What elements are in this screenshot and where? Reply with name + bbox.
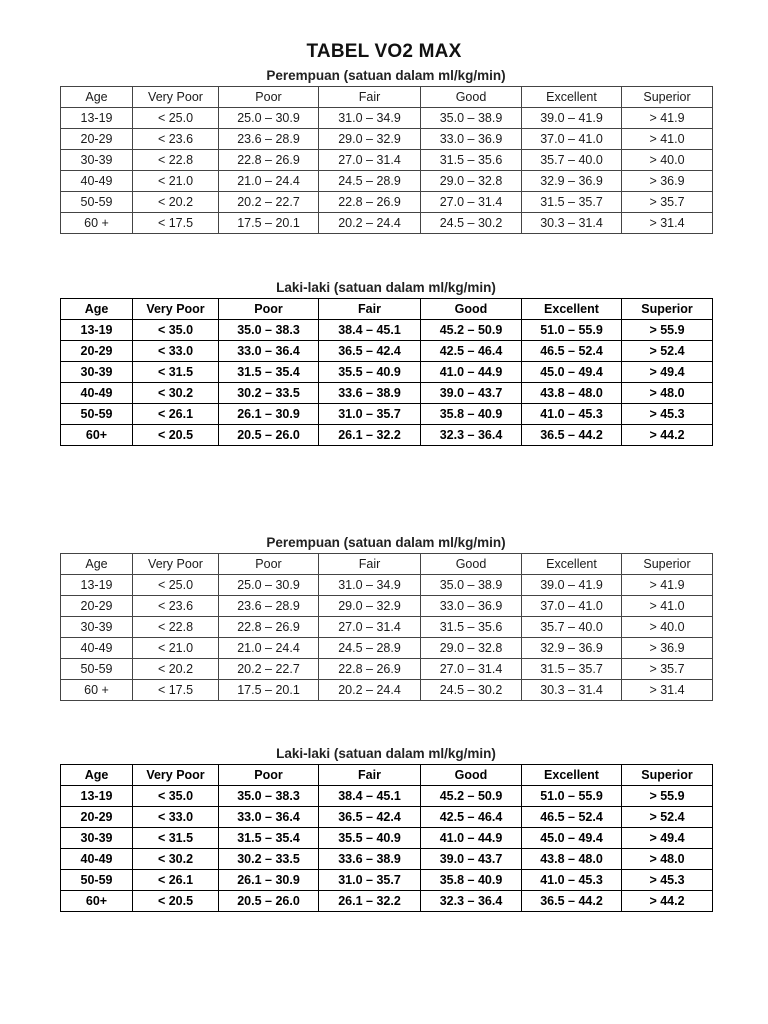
column-header: Age	[61, 87, 133, 108]
table-cell: < 20.5	[133, 425, 219, 446]
table-cell: < 35.0	[133, 320, 219, 341]
table-cell: > 35.7	[622, 192, 713, 213]
table-cell: 31.5 – 35.7	[522, 192, 622, 213]
table-cell: 40-49	[61, 638, 133, 659]
table-cell: 36.5 – 44.2	[522, 891, 622, 912]
table-cell: 27.0 – 31.4	[421, 192, 522, 213]
table-cell: > 41.9	[622, 108, 713, 129]
table-cell: 50-59	[61, 192, 133, 213]
table-cell: < 20.2	[133, 659, 219, 680]
table-cell: 21.0 – 24.4	[219, 171, 319, 192]
table-cell: > 31.4	[622, 213, 713, 234]
table-cell: 20.2 – 24.4	[319, 680, 421, 701]
table-cell: 20-29	[61, 596, 133, 617]
table-cell: 24.5 – 30.2	[421, 680, 522, 701]
table-cell: 27.0 – 31.4	[319, 617, 421, 638]
table-cell: > 48.0	[622, 383, 713, 404]
table-cell: 30-39	[61, 362, 133, 383]
table-row	[61, 362, 713, 383]
column-header: Good	[421, 765, 522, 786]
table-cell: > 36.9	[622, 171, 713, 192]
table-cell: 41.0 – 45.3	[522, 870, 622, 891]
table-row	[61, 617, 713, 638]
table-cell: 22.8 – 26.9	[319, 192, 421, 213]
table-cell: 37.0 – 41.0	[522, 129, 622, 150]
table-cell: 30.3 – 31.4	[522, 213, 622, 234]
table-cell: > 31.4	[622, 680, 713, 701]
table-cell: 60 +	[61, 680, 133, 701]
table-cell: 60 +	[61, 213, 133, 234]
table-cell: 51.0 – 55.9	[522, 320, 622, 341]
table-row	[61, 108, 713, 129]
table-cell: > 44.2	[622, 891, 713, 912]
table-row	[61, 575, 713, 596]
table-cell: 31.5 – 35.4	[219, 828, 319, 849]
table-cell: 24.5 – 28.9	[319, 171, 421, 192]
table-cell: > 35.7	[622, 659, 713, 680]
table-cell: > 36.9	[622, 638, 713, 659]
table-cell: > 41.0	[622, 129, 713, 150]
table-cell: 31.0 – 35.7	[319, 404, 421, 425]
table-cell: 37.0 – 41.0	[522, 596, 622, 617]
table-cell: > 41.9	[622, 575, 713, 596]
table-cell: 42.5 – 46.4	[421, 341, 522, 362]
table-cell: 39.0 – 41.9	[522, 575, 622, 596]
table-cell: 17.5 – 20.1	[219, 213, 319, 234]
table-cell: 31.0 – 34.9	[319, 575, 421, 596]
table-cell: 20-29	[61, 807, 133, 828]
table-cell: > 45.3	[622, 404, 713, 425]
table-cell: 36.5 – 42.4	[319, 341, 421, 362]
table-cell: 51.0 – 55.9	[522, 786, 622, 807]
table-cell: 33.6 – 38.9	[319, 383, 421, 404]
male-table-caption: Laki-laki (satuan dalam ml/kg/min)	[276, 280, 496, 295]
table-cell: 35.7 – 40.0	[522, 150, 622, 171]
table-cell: 26.1 – 32.2	[319, 891, 421, 912]
table-cell: 39.0 – 43.7	[421, 383, 522, 404]
table-cell: 22.8 – 26.9	[219, 617, 319, 638]
table-row	[61, 425, 713, 446]
table-header-row	[61, 765, 713, 786]
male-table-caption-2: Laki-laki (satuan dalam ml/kg/min)	[276, 746, 496, 761]
table-cell: < 31.5	[133, 362, 219, 383]
column-header: Superior	[622, 765, 713, 786]
table-cell: 24.5 – 30.2	[421, 213, 522, 234]
table-cell: 46.5 – 52.4	[522, 807, 622, 828]
table-cell: > 40.0	[622, 617, 713, 638]
table-cell: 60+	[61, 891, 133, 912]
table-cell: 35.8 – 40.9	[421, 870, 522, 891]
table-row	[61, 383, 713, 404]
table-cell: 30.2 – 33.5	[219, 849, 319, 870]
table-cell: 41.0 – 44.9	[421, 828, 522, 849]
table-cell: 31.0 – 34.9	[319, 108, 421, 129]
table-cell: 32.3 – 36.4	[421, 425, 522, 446]
table-cell: < 30.2	[133, 383, 219, 404]
table-cell: 29.0 – 32.8	[421, 638, 522, 659]
table-cell: 50-59	[61, 404, 133, 425]
table-cell: 26.1 – 30.9	[219, 404, 319, 425]
table-cell: 24.5 – 28.9	[319, 638, 421, 659]
table-cell: < 17.5	[133, 680, 219, 701]
table-cell: 30-39	[61, 617, 133, 638]
table-cell: 40-49	[61, 171, 133, 192]
table-header-row	[61, 554, 713, 575]
table-cell: 20.2 – 22.7	[219, 192, 319, 213]
table-cell: < 17.5	[133, 213, 219, 234]
table-row	[61, 870, 713, 891]
table-cell: 23.6 – 28.9	[219, 129, 319, 150]
table-cell: 29.0 – 32.9	[319, 129, 421, 150]
table-cell: 21.0 – 24.4	[219, 638, 319, 659]
table-cell: 13-19	[61, 786, 133, 807]
table-cell: > 52.4	[622, 807, 713, 828]
table-cell: 20.2 – 24.4	[319, 213, 421, 234]
table-row	[61, 320, 713, 341]
table-cell: 45.2 – 50.9	[421, 320, 522, 341]
table-cell: 33.0 – 36.4	[219, 341, 319, 362]
table-cell: 33.0 – 36.4	[219, 807, 319, 828]
column-header: Fair	[319, 299, 421, 320]
table-cell: 22.8 – 26.9	[319, 659, 421, 680]
female-table-caption-2: Perempuan (satuan dalam ml/kg/min)	[266, 535, 506, 550]
table-cell: < 30.2	[133, 849, 219, 870]
table-cell: 46.5 – 52.4	[522, 341, 622, 362]
table-cell: < 33.0	[133, 807, 219, 828]
table-cell: < 25.0	[133, 575, 219, 596]
table-cell: 38.4 – 45.1	[319, 786, 421, 807]
table-cell: 20-29	[61, 129, 133, 150]
table-row	[61, 341, 713, 362]
table-cell: 35.0 – 38.9	[421, 575, 522, 596]
table-cell: < 26.1	[133, 870, 219, 891]
column-header: Excellent	[522, 299, 622, 320]
table-cell: 27.0 – 31.4	[421, 659, 522, 680]
table-cell: 35.0 – 38.9	[421, 108, 522, 129]
table-row	[61, 659, 713, 680]
table-cell: 39.0 – 41.9	[522, 108, 622, 129]
table-cell: 31.5 – 35.4	[219, 362, 319, 383]
table-cell: 32.3 – 36.4	[421, 891, 522, 912]
column-header: Age	[61, 299, 133, 320]
table-cell: > 48.0	[622, 849, 713, 870]
table-cell: 35.5 – 40.9	[319, 362, 421, 383]
column-header: Age	[61, 765, 133, 786]
table-header-row	[61, 299, 713, 320]
table-cell: 20.2 – 22.7	[219, 659, 319, 680]
column-header: Poor	[219, 87, 319, 108]
column-header: Very Poor	[133, 87, 219, 108]
table-cell: 22.8 – 26.9	[219, 150, 319, 171]
table-cell: > 45.3	[622, 870, 713, 891]
table-cell: 26.1 – 30.9	[219, 870, 319, 891]
table-cell: > 44.2	[622, 425, 713, 446]
table-row	[61, 213, 713, 234]
table-cell: 32.9 – 36.9	[522, 638, 622, 659]
table-row	[61, 638, 713, 659]
table-cell: < 21.0	[133, 171, 219, 192]
table-cell: < 20.2	[133, 192, 219, 213]
table-cell: 31.5 – 35.6	[421, 150, 522, 171]
table-cell: 35.7 – 40.0	[522, 617, 622, 638]
table-cell: 36.5 – 42.4	[319, 807, 421, 828]
table-cell: 31.5 – 35.6	[421, 617, 522, 638]
table-cell: 43.8 – 48.0	[522, 383, 622, 404]
table-row	[61, 849, 713, 870]
table-cell: 30-39	[61, 828, 133, 849]
column-header: Excellent	[522, 554, 622, 575]
table-cell: 40-49	[61, 849, 133, 870]
male-vo2-table-2	[60, 764, 713, 912]
table-cell: > 41.0	[622, 596, 713, 617]
table-cell: 33.6 – 38.9	[319, 849, 421, 870]
table-cell: < 33.0	[133, 341, 219, 362]
table-cell: 60+	[61, 425, 133, 446]
table-cell: 35.5 – 40.9	[319, 828, 421, 849]
table-cell: 30.2 – 33.5	[219, 383, 319, 404]
table-cell: 41.0 – 45.3	[522, 404, 622, 425]
column-header: Poor	[219, 299, 319, 320]
document-title: TABEL VO2 MAX	[306, 41, 462, 62]
table-cell: 31.0 – 35.7	[319, 870, 421, 891]
column-header: Good	[421, 87, 522, 108]
table-cell: 36.5 – 44.2	[522, 425, 622, 446]
table-cell: 30.3 – 31.4	[522, 680, 622, 701]
table-cell: 42.5 – 46.4	[421, 807, 522, 828]
table-cell: 20.5 – 26.0	[219, 425, 319, 446]
table-cell: 29.0 – 32.8	[421, 171, 522, 192]
column-header: Very Poor	[133, 554, 219, 575]
table-cell: 35.0 – 38.3	[219, 320, 319, 341]
table-cell: < 23.6	[133, 596, 219, 617]
table-row	[61, 891, 713, 912]
table-cell: 20-29	[61, 341, 133, 362]
table-cell: 45.2 – 50.9	[421, 786, 522, 807]
column-header: Fair	[319, 554, 421, 575]
table-cell: 50-59	[61, 870, 133, 891]
table-cell: 33.0 – 36.9	[421, 129, 522, 150]
table-cell: 17.5 – 20.1	[219, 680, 319, 701]
column-header: Superior	[622, 554, 713, 575]
table-cell: 25.0 – 30.9	[219, 575, 319, 596]
table-cell: 38.4 – 45.1	[319, 320, 421, 341]
table-cell: 39.0 – 43.7	[421, 849, 522, 870]
table-row	[61, 171, 713, 192]
table-row	[61, 786, 713, 807]
table-cell: < 31.5	[133, 828, 219, 849]
table-cell: 13-19	[61, 575, 133, 596]
table-cell: 35.8 – 40.9	[421, 404, 522, 425]
table-cell: < 22.8	[133, 617, 219, 638]
table-row	[61, 404, 713, 425]
table-cell: 32.9 – 36.9	[522, 171, 622, 192]
table-cell: 33.0 – 36.9	[421, 596, 522, 617]
table-cell: > 40.0	[622, 150, 713, 171]
table-header-row	[61, 87, 713, 108]
table-row	[61, 192, 713, 213]
male-vo2-table	[60, 298, 713, 446]
table-cell: > 55.9	[622, 320, 713, 341]
table-cell: 26.1 – 32.2	[319, 425, 421, 446]
column-header: Fair	[319, 87, 421, 108]
table-cell: 41.0 – 44.9	[421, 362, 522, 383]
column-header: Age	[61, 554, 133, 575]
column-header: Excellent	[522, 87, 622, 108]
table-row	[61, 129, 713, 150]
table-row	[61, 596, 713, 617]
table-row	[61, 807, 713, 828]
column-header: Poor	[219, 554, 319, 575]
table-cell: < 21.0	[133, 638, 219, 659]
table-cell: 45.0 – 49.4	[522, 362, 622, 383]
column-header: Excellent	[522, 765, 622, 786]
table-cell: > 52.4	[622, 341, 713, 362]
table-cell: 23.6 – 28.9	[219, 596, 319, 617]
table-cell: < 26.1	[133, 404, 219, 425]
table-cell: 13-19	[61, 320, 133, 341]
table-cell: > 49.4	[622, 828, 713, 849]
table-cell: 30-39	[61, 150, 133, 171]
table-cell: > 49.4	[622, 362, 713, 383]
column-header: Very Poor	[133, 299, 219, 320]
table-cell: < 22.8	[133, 150, 219, 171]
table-cell: < 20.5	[133, 891, 219, 912]
table-cell: 20.5 – 26.0	[219, 891, 319, 912]
table-cell: > 55.9	[622, 786, 713, 807]
table-cell: 13-19	[61, 108, 133, 129]
table-cell: 40-49	[61, 383, 133, 404]
table-cell: < 35.0	[133, 786, 219, 807]
table-row	[61, 828, 713, 849]
column-header: Good	[421, 299, 522, 320]
table-cell: 25.0 – 30.9	[219, 108, 319, 129]
table-row	[61, 680, 713, 701]
table-cell: 50-59	[61, 659, 133, 680]
column-header: Superior	[622, 87, 713, 108]
female-vo2-table-2	[60, 553, 713, 701]
table-cell: 29.0 – 32.9	[319, 596, 421, 617]
table-cell: < 23.6	[133, 129, 219, 150]
column-header: Superior	[622, 299, 713, 320]
table-cell: 45.0 – 49.4	[522, 828, 622, 849]
column-header: Very Poor	[133, 765, 219, 786]
female-table-caption: Perempuan (satuan dalam ml/kg/min)	[266, 68, 506, 83]
female-vo2-table	[60, 86, 713, 234]
column-header: Fair	[319, 765, 421, 786]
table-cell: < 25.0	[133, 108, 219, 129]
table-cell: 35.0 – 38.3	[219, 786, 319, 807]
column-header: Good	[421, 554, 522, 575]
table-row	[61, 150, 713, 171]
table-cell: 31.5 – 35.7	[522, 659, 622, 680]
table-cell: 43.8 – 48.0	[522, 849, 622, 870]
column-header: Poor	[219, 765, 319, 786]
table-cell: 27.0 – 31.4	[319, 150, 421, 171]
